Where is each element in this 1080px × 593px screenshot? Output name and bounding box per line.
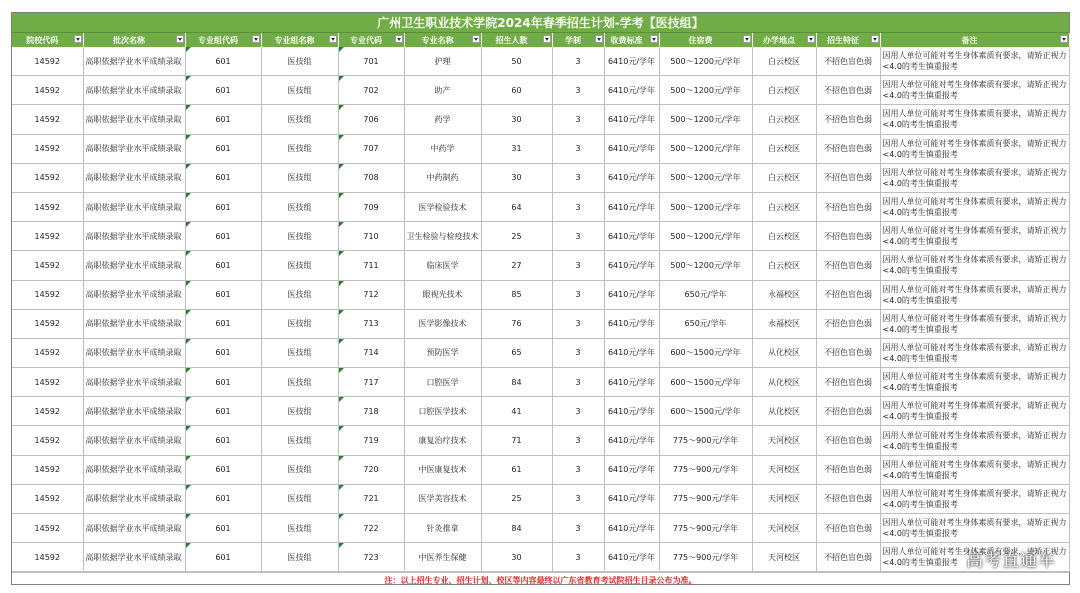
- table-cell[interactable]: 500～1200元/学年: [659, 76, 752, 105]
- table-cell[interactable]: 3: [552, 222, 604, 251]
- table-cell[interactable]: 14592: [12, 455, 83, 484]
- column-header[interactable]: [404, 33, 481, 47]
- table-cell[interactable]: 500～1200元/学年: [659, 163, 752, 192]
- table-row: [12, 455, 1069, 484]
- table-cell[interactable]: 高职依据学业水平成绩录取: [83, 251, 185, 280]
- table-cell[interactable]: 医技组: [261, 251, 338, 280]
- table-cell[interactable]: 因用人单位可能对考生身体素质有要求，请矫正视力<4.0的考生慎重报考: [880, 192, 1069, 221]
- table-cell[interactable]: 口腔医学: [404, 368, 481, 397]
- table-cell[interactable]: 500～1200元/学年: [659, 47, 752, 76]
- table-cell[interactable]: 医技组: [261, 514, 338, 543]
- table-cell[interactable]: 高职依据学业水平成绩录取: [83, 514, 185, 543]
- table-cell[interactable]: 高职依据学业水平成绩录取: [83, 76, 185, 105]
- filter-dropdown-icon[interactable]: [650, 35, 658, 43]
- column-header-label: 备注: [961, 35, 978, 45]
- table-cell[interactable]: 14592: [12, 163, 83, 192]
- table-row: [12, 514, 1069, 543]
- column-header-label: 专业代码: [350, 35, 382, 45]
- table-cell[interactable]: 500～1200元/学年: [659, 134, 752, 163]
- table-cell[interactable]: 14592: [12, 426, 83, 455]
- table-cell[interactable]: 天河校区: [752, 543, 816, 572]
- sheet-title: 广州卫生职业技术学院2024年春季招生计划-学考【医技组】: [12, 13, 1069, 33]
- table-cell[interactable]: 601: [185, 543, 261, 572]
- table-cell[interactable]: 601: [185, 368, 261, 397]
- table-cell[interactable]: 601: [185, 280, 261, 309]
- table-cell[interactable]: 中药制药: [404, 163, 481, 192]
- table-cell[interactable]: 不招色盲色弱: [816, 105, 880, 134]
- filter-dropdown-icon[interactable]: [743, 35, 751, 43]
- table-cell[interactable]: 医技组: [261, 76, 338, 105]
- table-cell[interactable]: 不招色盲色弱: [816, 251, 880, 280]
- table-row: [12, 368, 1069, 397]
- table-cell[interactable]: 不招色盲色弱: [816, 484, 880, 513]
- table-cell[interactable]: 6410元/学年: [604, 76, 659, 105]
- table-cell[interactable]: 6410元/学年: [604, 280, 659, 309]
- table-cell[interactable]: 3: [552, 134, 604, 163]
- table-cell[interactable]: 650元/学年: [659, 309, 752, 338]
- table-cell[interactable]: 永福校区: [752, 280, 816, 309]
- table-row: [12, 543, 1069, 572]
- column-header[interactable]: [12, 33, 83, 47]
- table-cell[interactable]: 口腔医学技术: [404, 397, 481, 426]
- table-cell[interactable]: 14592: [12, 543, 83, 572]
- table-cell[interactable]: 医学影像技术: [404, 309, 481, 338]
- table-cell[interactable]: 因用人单位可能对考生身体素质有要求，请矫正视力<4.0的考生慎重报考: [880, 455, 1069, 484]
- table-cell[interactable]: 从化校区: [752, 338, 816, 367]
- table-cell[interactable]: 601: [185, 455, 261, 484]
- table-cell[interactable]: 601: [185, 76, 261, 105]
- table-cell[interactable]: 25: [481, 222, 552, 251]
- table-cell[interactable]: 6410元/学年: [604, 484, 659, 513]
- table-row: [12, 280, 1069, 309]
- table-cell[interactable]: 601: [185, 105, 261, 134]
- table-cell[interactable]: 601: [185, 514, 261, 543]
- column-header[interactable]: [261, 33, 338, 47]
- table-cell[interactable]: 不招色盲色弱: [816, 192, 880, 221]
- table-cell[interactable]: 助产: [404, 76, 481, 105]
- filter-dropdown-icon[interactable]: [252, 35, 260, 43]
- table-cell[interactable]: 3: [552, 514, 604, 543]
- table-cell[interactable]: 601: [185, 134, 261, 163]
- table-cell[interactable]: 6410元/学年: [604, 368, 659, 397]
- table-cell[interactable]: 601: [185, 484, 261, 513]
- table-cell[interactable]: 因用人单位可能对考生身体素质有要求，请矫正视力<4.0的考生慎重报考: [880, 368, 1069, 397]
- table-cell[interactable]: 14592: [12, 484, 83, 513]
- table-cell[interactable]: 6410元/学年: [604, 543, 659, 572]
- table-cell[interactable]: 3: [552, 484, 604, 513]
- header-row: [12, 33, 1069, 47]
- table-cell[interactable]: 因用人单位可能对考生身体素质有要求，请矫正视力<4.0的考生慎重报考: [880, 397, 1069, 426]
- table-row: [12, 251, 1069, 280]
- table-cell[interactable]: 601: [185, 338, 261, 367]
- table-cell[interactable]: 720: [338, 455, 404, 484]
- table-cell[interactable]: 65: [481, 338, 552, 367]
- table-cell[interactable]: 6410元/学年: [604, 426, 659, 455]
- table-cell[interactable]: 高职依据学业水平成绩录取: [83, 426, 185, 455]
- column-header-label: 专业名称: [421, 35, 454, 45]
- table-cell[interactable]: 775～900元/学年: [659, 455, 752, 484]
- table-cell[interactable]: 不招色盲色弱: [816, 280, 880, 309]
- table-cell[interactable]: 眼视光技术: [404, 280, 481, 309]
- table-cell[interactable]: 601: [185, 163, 261, 192]
- table-row: [12, 484, 1069, 513]
- table-cell[interactable]: 14592: [12, 134, 83, 163]
- table-cell[interactable]: 不招色盲色弱: [816, 163, 880, 192]
- table-cell[interactable]: 因用人单位可能对考生身体素质有要求，请矫正视力<4.0的考生慎重报考: [880, 514, 1069, 543]
- table-cell[interactable]: 27: [481, 251, 552, 280]
- column-header[interactable]: [604, 33, 659, 47]
- table-cell[interactable]: 医技组: [261, 426, 338, 455]
- table-cell[interactable]: 6410元/学年: [604, 338, 659, 367]
- table-cell[interactable]: 医学美容技术: [404, 484, 481, 513]
- table-cell[interactable]: 因用人单位可能对考生身体素质有要求，请矫正视力<4.0的考生慎重报考: [880, 309, 1069, 338]
- table-cell[interactable]: 6410元/学年: [604, 514, 659, 543]
- table-cell[interactable]: 医技组: [261, 163, 338, 192]
- table-cell[interactable]: 712: [338, 280, 404, 309]
- column-header-label: 住宿费: [688, 35, 713, 45]
- table-cell[interactable]: 3: [552, 397, 604, 426]
- column-header-label: 专业组名称: [274, 35, 315, 45]
- table-cell[interactable]: 711: [338, 251, 404, 280]
- table-cell[interactable]: 85: [481, 280, 552, 309]
- filter-dropdown-icon[interactable]: [329, 35, 337, 43]
- table-cell[interactable]: 高职依据学业水平成绩录取: [83, 338, 185, 367]
- table-cell[interactable]: 高职依据学业水平成绩录取: [83, 47, 185, 76]
- table-cell[interactable]: 因用人单位可能对考生身体素质有要求，请矫正视力<4.0的考生慎重报考: [880, 484, 1069, 513]
- table-cell[interactable]: 不招色盲色弱: [816, 134, 880, 163]
- column-header[interactable]: [880, 33, 1069, 47]
- column-header-label: 办学地点: [763, 35, 795, 45]
- table-cell[interactable]: 因用人单位可能对考生身体素质有要求，请矫正视力<4.0的考生慎重报考: [880, 251, 1069, 280]
- table-cell[interactable]: 3: [552, 280, 604, 309]
- table-cell[interactable]: 3: [552, 47, 604, 76]
- table-cell[interactable]: 3: [552, 192, 604, 221]
- table-cell[interactable]: 601: [185, 397, 261, 426]
- table-cell[interactable]: 500～1200元/学年: [659, 192, 752, 221]
- table-cell[interactable]: 医技组: [261, 222, 338, 251]
- table-cell[interactable]: 医技组: [261, 543, 338, 572]
- table-cell[interactable]: 50: [481, 47, 552, 76]
- table-cell[interactable]: 因用人单位可能对考生身体素质有要求，请矫正视力<4.0的考生慎重报考: [880, 426, 1069, 455]
- column-header-label: 院校代码: [26, 35, 59, 45]
- table-cell[interactable]: 6410元/学年: [604, 47, 659, 76]
- table-cell[interactable]: 71: [481, 426, 552, 455]
- table-cell[interactable]: 高职依据学业水平成绩录取: [83, 397, 185, 426]
- table-cell[interactable]: 6410元/学年: [604, 251, 659, 280]
- table-cell[interactable]: 84: [481, 368, 552, 397]
- table-row: [12, 426, 1069, 455]
- table-cell[interactable]: 6410元/学年: [604, 222, 659, 251]
- table-cell[interactable]: 30: [481, 163, 552, 192]
- table-cell[interactable]: 723: [338, 543, 404, 572]
- table-cell[interactable]: 白云校区: [752, 47, 816, 76]
- table-cell[interactable]: 706: [338, 105, 404, 134]
- table-cell[interactable]: 6410元/学年: [604, 309, 659, 338]
- table-cell[interactable]: 高职依据学业水平成绩录取: [83, 222, 185, 251]
- table-cell[interactable]: 61: [481, 455, 552, 484]
- table-cell[interactable]: 3: [552, 368, 604, 397]
- column-header[interactable]: [481, 33, 552, 47]
- column-header-label: 招生人数: [495, 35, 528, 45]
- table-row: [12, 76, 1069, 105]
- table-cell[interactable]: 医技组: [261, 134, 338, 163]
- table-cell[interactable]: 因用人单位可能对考生身体素质有要求，请矫正视力<4.0的考生慎重报考: [880, 543, 1069, 572]
- table-cell[interactable]: 高职依据学业水平成绩录取: [83, 484, 185, 513]
- table-cell[interactable]: 不招色盲色弱: [816, 543, 880, 572]
- table-cell[interactable]: 601: [185, 192, 261, 221]
- filter-dropdown-icon[interactable]: [472, 35, 480, 43]
- table-cell[interactable]: 因用人单位可能对考生身体素质有要求，请矫正视力<4.0的考生慎重报考: [880, 47, 1069, 76]
- table-cell[interactable]: 710: [338, 222, 404, 251]
- table-cell[interactable]: 3: [552, 105, 604, 134]
- table-cell[interactable]: 14592: [12, 280, 83, 309]
- table-cell[interactable]: 6410元/学年: [604, 134, 659, 163]
- table-cell[interactable]: 84: [481, 514, 552, 543]
- table-cell[interactable]: 601: [185, 426, 261, 455]
- table-cell[interactable]: 713: [338, 309, 404, 338]
- watermark: 高考直通车: [966, 551, 1056, 571]
- table-cell[interactable]: 14592: [12, 309, 83, 338]
- filter-dropdown-icon[interactable]: [1060, 35, 1068, 43]
- table-cell[interactable]: 64: [481, 192, 552, 221]
- table-cell[interactable]: 708: [338, 163, 404, 192]
- table-cell[interactable]: 医技组: [261, 280, 338, 309]
- table-cell[interactable]: 中药学: [404, 134, 481, 163]
- table-cell[interactable]: 14592: [12, 338, 83, 367]
- column-header[interactable]: [552, 33, 604, 47]
- table-cell[interactable]: 高职依据学业水平成绩录取: [83, 192, 185, 221]
- table-row: [12, 134, 1069, 163]
- table-cell[interactable]: 25: [481, 484, 552, 513]
- table-cell[interactable]: 医学检验技术: [404, 192, 481, 221]
- table-cell[interactable]: 康复治疗技术: [404, 426, 481, 455]
- table-cell[interactable]: 不招色盲色弱: [816, 222, 880, 251]
- table-cell[interactable]: 临床医学: [404, 251, 481, 280]
- table-cell[interactable]: 775～900元/学年: [659, 426, 752, 455]
- table-cell[interactable]: 天河校区: [752, 514, 816, 543]
- table-cell[interactable]: 701: [338, 47, 404, 76]
- table-cell[interactable]: 高职依据学业水平成绩录取: [83, 455, 185, 484]
- table-cell[interactable]: 14592: [12, 251, 83, 280]
- column-header[interactable]: [83, 33, 185, 47]
- table-cell[interactable]: 因用人单位可能对考生身体素质有要求，请矫正视力<4.0的考生慎重报考: [880, 280, 1069, 309]
- table-cell[interactable]: 高职依据学业水平成绩录取: [83, 163, 185, 192]
- table-cell[interactable]: 3: [552, 426, 604, 455]
- footer-note: 注：以上招生专业、招生计划、校区等内容最终以广东省教育考试院招生目录公布为准。: [12, 572, 1069, 588]
- table-cell[interactable]: 医技组: [261, 484, 338, 513]
- table-cell[interactable]: 6410元/学年: [604, 105, 659, 134]
- table-cell[interactable]: 719: [338, 426, 404, 455]
- table-cell[interactable]: 天河校区: [752, 484, 816, 513]
- table-cell[interactable]: 3: [552, 309, 604, 338]
- table-cell[interactable]: 601: [185, 251, 261, 280]
- table-cell[interactable]: 14592: [12, 222, 83, 251]
- table-cell[interactable]: 高职依据学业水平成绩录取: [83, 280, 185, 309]
- filter-dropdown-icon[interactable]: [807, 35, 815, 43]
- column-header[interactable]: [185, 33, 261, 47]
- table-cell[interactable]: 因用人单位可能对考生身体素质有要求，请矫正视力<4.0的考生慎重报考: [880, 105, 1069, 134]
- table-cell[interactable]: 775～900元/学年: [659, 514, 752, 543]
- table-cell[interactable]: 6410元/学年: [604, 455, 659, 484]
- table-cell[interactable]: 白云校区: [752, 192, 816, 221]
- table-cell[interactable]: 14592: [12, 105, 83, 134]
- table-cell[interactable]: 717: [338, 368, 404, 397]
- table-cell[interactable]: 医技组: [261, 309, 338, 338]
- filter-dropdown-icon[interactable]: [176, 35, 184, 43]
- table-cell[interactable]: 600～1500元/学年: [659, 397, 752, 426]
- table-cell[interactable]: 775～900元/学年: [659, 484, 752, 513]
- table-cell[interactable]: 高职依据学业水平成绩录取: [83, 368, 185, 397]
- table-cell[interactable]: 14592: [12, 514, 83, 543]
- table-cell[interactable]: 30: [481, 543, 552, 572]
- table-cell[interactable]: 不招色盲色弱: [816, 426, 880, 455]
- table-row: [12, 397, 1069, 426]
- table-row: [12, 222, 1069, 251]
- table-cell[interactable]: 3: [552, 76, 604, 105]
- table-cell[interactable]: 白云校区: [752, 222, 816, 251]
- column-header[interactable]: [659, 33, 752, 47]
- table-cell[interactable]: 6410元/学年: [604, 192, 659, 221]
- table-cell[interactable]: 不招色盲色弱: [816, 338, 880, 367]
- filter-dropdown-icon[interactable]: [871, 35, 879, 43]
- column-header-label: 学制: [565, 35, 581, 45]
- table-cell[interactable]: 14592: [12, 368, 83, 397]
- table-cell[interactable]: 医技组: [261, 397, 338, 426]
- table-cell[interactable]: 601: [185, 47, 261, 76]
- table-cell[interactable]: 医技组: [261, 192, 338, 221]
- table-cell[interactable]: 白云校区: [752, 105, 816, 134]
- table-cell[interactable]: 不招色盲色弱: [816, 455, 880, 484]
- table-cell[interactable]: 高职依据学业水平成绩录取: [83, 105, 185, 134]
- spreadsheet: [11, 12, 1070, 585]
- table-cell[interactable]: 714: [338, 338, 404, 367]
- table-cell[interactable]: 718: [338, 397, 404, 426]
- table-cell[interactable]: 14592: [12, 397, 83, 426]
- table-cell[interactable]: 从化校区: [752, 397, 816, 426]
- table-row: [12, 338, 1069, 367]
- table-cell[interactable]: 500～1200元/学年: [659, 222, 752, 251]
- table-cell[interactable]: 41: [481, 397, 552, 426]
- table-cell[interactable]: 6410元/学年: [604, 397, 659, 426]
- table-cell[interactable]: 707: [338, 134, 404, 163]
- table-cell[interactable]: 因用人单位可能对考生身体素质有要求，请矫正视力<4.0的考生慎重报考: [880, 76, 1069, 105]
- column-header-label: 批次名称: [113, 35, 145, 45]
- table-cell[interactable]: 药学: [404, 105, 481, 134]
- table-row: [12, 163, 1069, 192]
- table-cell[interactable]: 天河校区: [752, 455, 816, 484]
- filter-dropdown-icon[interactable]: [595, 35, 603, 43]
- table-cell[interactable]: 721: [338, 484, 404, 513]
- table-cell[interactable]: 从化校区: [752, 368, 816, 397]
- table-cell[interactable]: 预防医学: [404, 338, 481, 367]
- table-cell[interactable]: 白云校区: [752, 76, 816, 105]
- table-cell[interactable]: 不招色盲色弱: [816, 309, 880, 338]
- column-header-label: 专业组代码: [198, 35, 238, 45]
- table-cell[interactable]: 14592: [12, 76, 83, 105]
- table-cell[interactable]: 卫生检验与检疫技术: [404, 222, 481, 251]
- table-cell[interactable]: 护理: [404, 47, 481, 76]
- column-header-label: 招生特征: [827, 35, 859, 45]
- table-cell[interactable]: 14592: [12, 47, 83, 76]
- table-cell[interactable]: 3: [552, 543, 604, 572]
- table-cell[interactable]: 医技组: [261, 338, 338, 367]
- table-cell[interactable]: 医技组: [261, 47, 338, 76]
- table-row: [12, 105, 1069, 134]
- table-cell[interactable]: 不招色盲色弱: [816, 514, 880, 543]
- table-cell[interactable]: 不招色盲色弱: [816, 76, 880, 105]
- table-cell[interactable]: 3: [552, 163, 604, 192]
- table-cell[interactable]: 709: [338, 192, 404, 221]
- table-cell[interactable]: 医技组: [261, 455, 338, 484]
- table-cell[interactable]: 高职依据学业水平成绩录取: [83, 543, 185, 572]
- table-cell[interactable]: 因用人单位可能对考生身体素质有要求，请矫正视力<4.0的考生慎重报考: [880, 338, 1069, 367]
- table-cell[interactable]: 不招色盲色弱: [816, 368, 880, 397]
- table-cell[interactable]: 白云校区: [752, 251, 816, 280]
- table-body: [12, 47, 1069, 572]
- table-cell[interactable]: 医技组: [261, 105, 338, 134]
- table-cell[interactable]: 60: [481, 76, 552, 105]
- table-cell[interactable]: 因用人单位可能对考生身体素质有要求，请矫正视力<4.0的考生慎重报考: [880, 163, 1069, 192]
- column-header[interactable]: [752, 33, 816, 47]
- column-header[interactable]: [338, 33, 404, 47]
- table-cell[interactable]: 775～900元/学年: [659, 543, 752, 572]
- table-cell[interactable]: 3: [552, 455, 604, 484]
- table-cell[interactable]: 722: [338, 514, 404, 543]
- table-cell[interactable]: 601: [185, 222, 261, 251]
- table-cell[interactable]: 白云校区: [752, 134, 816, 163]
- table-cell[interactable]: 中医养生保健: [404, 543, 481, 572]
- filter-dropdown-icon[interactable]: [395, 35, 403, 43]
- table-cell[interactable]: 31: [481, 134, 552, 163]
- table-cell[interactable]: 650元/学年: [659, 280, 752, 309]
- table-cell[interactable]: 不招色盲色弱: [816, 397, 880, 426]
- table-cell[interactable]: 不招色盲色弱: [816, 47, 880, 76]
- table-row: [12, 192, 1069, 221]
- table-row: [12, 309, 1069, 338]
- table-cell[interactable]: 500～1200元/学年: [659, 105, 752, 134]
- table-cell[interactable]: 医技组: [261, 368, 338, 397]
- table-cell[interactable]: 500～1200元/学年: [659, 251, 752, 280]
- table-cell[interactable]: 14592: [12, 192, 83, 221]
- table-row: [12, 47, 1069, 76]
- table-cell[interactable]: 天河校区: [752, 426, 816, 455]
- table-cell[interactable]: 3: [552, 251, 604, 280]
- table-cell[interactable]: 30: [481, 105, 552, 134]
- table-cell[interactable]: 因用人单位可能对考生身体素质有要求，请矫正视力<4.0的考生慎重报考: [880, 222, 1069, 251]
- table-cell[interactable]: 高职依据学业水平成绩录取: [83, 309, 185, 338]
- table-cell[interactable]: 702: [338, 76, 404, 105]
- table-cell[interactable]: 601: [185, 309, 261, 338]
- admission-table: [12, 33, 1070, 572]
- table-cell[interactable]: 针灸推拿: [404, 514, 481, 543]
- table-cell[interactable]: 高职依据学业水平成绩录取: [83, 134, 185, 163]
- table-cell[interactable]: 600～1500元/学年: [659, 338, 752, 367]
- table-cell[interactable]: 永福校区: [752, 309, 816, 338]
- table-cell[interactable]: 76: [481, 309, 552, 338]
- column-header[interactable]: [816, 33, 880, 47]
- table-cell[interactable]: 因用人单位可能对考生身体素质有要求，请矫正视力<4.0的考生慎重报考: [880, 134, 1069, 163]
- table-cell[interactable]: 3: [552, 338, 604, 367]
- table-cell[interactable]: 6410元/学年: [604, 163, 659, 192]
- table-cell[interactable]: 白云校区: [752, 163, 816, 192]
- table-cell[interactable]: 600～1500元/学年: [659, 368, 752, 397]
- table-cell[interactable]: 中医康复技术: [404, 455, 481, 484]
- filter-dropdown-icon[interactable]: [543, 35, 551, 43]
- filter-dropdown-icon[interactable]: [74, 35, 82, 43]
- column-header-label: 收费标准: [610, 35, 643, 45]
